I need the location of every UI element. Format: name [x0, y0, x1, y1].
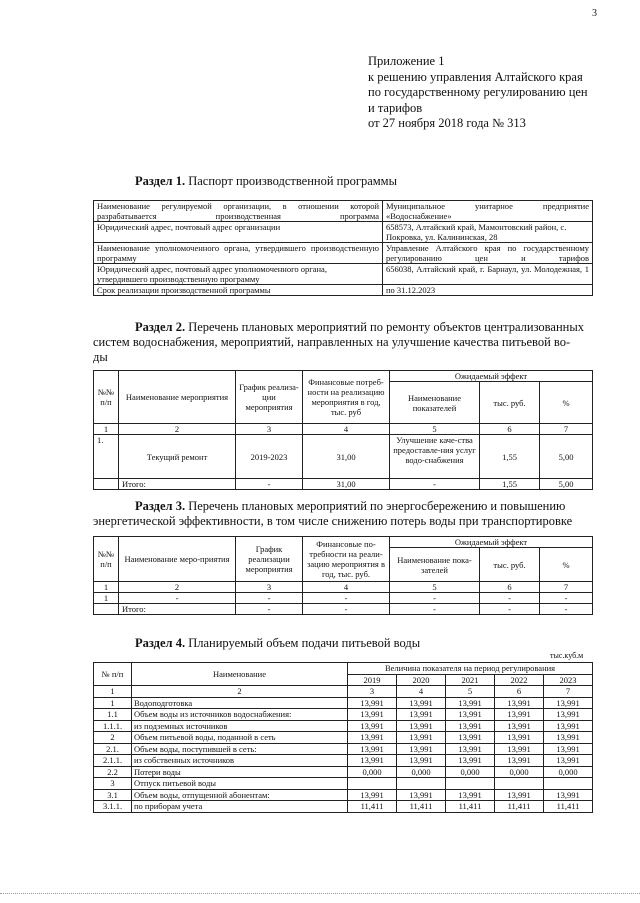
- row-num: 1: [94, 697, 132, 709]
- table-row: [94, 778, 593, 790]
- total-row: [94, 479, 593, 490]
- header-thous: тыс. руб.: [480, 548, 540, 582]
- table-row: [94, 709, 593, 721]
- total-schedule: -: [236, 604, 303, 615]
- row-value: 13,991: [397, 743, 446, 755]
- col-num: 1: [94, 582, 119, 593]
- row-pct: 5,00: [540, 435, 593, 479]
- row-value: 13,991: [446, 732, 495, 744]
- row-num: 2.2: [94, 766, 132, 778]
- header-period: Величина показателя на период регулирования: [348, 663, 593, 675]
- appendix-line: по государственному регулированию цен: [368, 85, 588, 99]
- row-schedule: 2019-2023: [236, 435, 303, 479]
- row-value: 13,991: [544, 697, 593, 709]
- passport-label: Наименование уполномоченного органа, утвердившего производственную программу: [94, 243, 383, 264]
- energy-measures-table: [93, 536, 593, 615]
- table-row: [94, 697, 593, 709]
- row-name: Потери воды: [132, 766, 348, 778]
- row-name: Текущий ремонт: [119, 435, 236, 479]
- section2-title-line: систем водоснабжения, мероприятий, направленных на улучшение качества питьевой во-: [93, 335, 571, 349]
- row-value: 13,991: [397, 755, 446, 767]
- header-indicator: Наименование пока-зателей: [390, 548, 480, 582]
- row-indicator: -: [390, 593, 480, 604]
- page-number: 3: [592, 8, 597, 19]
- col-num: 4: [397, 686, 446, 698]
- row-value: 13,991: [397, 720, 446, 732]
- table-row: [94, 801, 593, 813]
- header-finance: Финансовые потреб-ности на реализацию мероприятия в год, тыс. руб: [303, 371, 390, 424]
- col-num: 7: [540, 424, 593, 435]
- section3-title: [135, 499, 565, 515]
- col-num: 5: [446, 686, 495, 698]
- row-value: [397, 778, 446, 790]
- row-num: 3: [94, 778, 132, 790]
- row-value: 11,411: [495, 801, 544, 813]
- total-label: Итого:: [119, 479, 236, 490]
- row-value: 13,991: [495, 789, 544, 801]
- row-indicator: Улучшение каче-ства предоставле-ния услуг водо-снабжения: [390, 435, 480, 479]
- table-row: [94, 435, 593, 479]
- row-value: 13,991: [348, 709, 397, 721]
- header-finance: Финансовые по-требности на реали-зацию мероприятия в год, тыс. руб.: [303, 537, 390, 582]
- appendix-line: к решению управления Алтайского края: [368, 69, 583, 84]
- row-value: 13,991: [348, 755, 397, 767]
- section1-number: Раздел 1.: [135, 174, 186, 188]
- total-finance: -: [303, 604, 390, 615]
- col-num: 3: [348, 686, 397, 698]
- row-value: 13,991: [446, 720, 495, 732]
- col-num: 5: [390, 424, 480, 435]
- row-num: 1.1: [94, 709, 132, 721]
- header-name: Наименование мероприятия: [119, 371, 236, 424]
- table-row: [94, 743, 593, 755]
- section1-title: [135, 174, 397, 190]
- year-header: 2019: [348, 674, 397, 686]
- row-name: Объем воды из источников водоснабжения:: [132, 709, 348, 721]
- total-thous: -: [480, 604, 540, 615]
- row-value: 13,991: [495, 720, 544, 732]
- header-effect: Ожидаемый эффект: [390, 537, 593, 548]
- row-value: 13,991: [446, 697, 495, 709]
- section2-title-line: Перечень плановых мероприятий по ремонту объектов централизованных: [185, 320, 584, 334]
- row-name: Водоподготовка: [132, 697, 348, 709]
- table-row: [94, 264, 593, 285]
- passport-label: Срок реализации производственной программы: [94, 285, 383, 296]
- year-header: 2020: [397, 674, 446, 686]
- section3-title-line: Перечень плановых мероприятий по энергосбережению и повышению: [185, 499, 566, 513]
- table-row: [94, 222, 593, 243]
- section1-title-text: Паспорт производственной программы: [185, 174, 397, 188]
- year-header: 2021: [446, 674, 495, 686]
- row-value: [544, 778, 593, 790]
- total-indicator: -: [390, 604, 480, 615]
- row-value: 13,991: [495, 709, 544, 721]
- header-pct: %: [540, 382, 593, 424]
- section4-number: Раздел 4.: [135, 636, 186, 650]
- row-value: 13,991: [495, 743, 544, 755]
- col-num: 5: [390, 582, 480, 593]
- passport-label: Юридический адрес, почтовый адрес организации: [94, 222, 383, 243]
- col-num: 4: [303, 582, 390, 593]
- table-row: [94, 755, 593, 767]
- section2-title-line: ды: [93, 350, 108, 364]
- table-row: [94, 201, 593, 222]
- passport-label: Юридический адрес, почтовый адрес уполномоченного органа, утвердившего производственную программу: [94, 264, 383, 285]
- passport-value: 656038, Алтайский край, г. Барнаул, ул. Молодежная, 1: [383, 264, 593, 285]
- passport-table: [93, 200, 593, 296]
- row-value: 13,991: [544, 720, 593, 732]
- row-value: 13,991: [397, 789, 446, 801]
- row-num: 1.1.1.: [94, 720, 132, 732]
- row-value: 13,991: [544, 709, 593, 721]
- unit-label: тыс.куб.м: [550, 651, 584, 660]
- row-value: 13,991: [348, 743, 397, 755]
- row-value: 13,991: [397, 697, 446, 709]
- row-value: 13,991: [446, 709, 495, 721]
- col-num: 3: [236, 582, 303, 593]
- section3-title-line: энергетической эффективности, в том числе снижению потерь воды при транспортировке: [93, 514, 573, 528]
- repair-measures-table: [93, 370, 593, 490]
- row-value: 13,991: [544, 755, 593, 767]
- row-name: из подземных источников: [132, 720, 348, 732]
- row-value: 0,000: [544, 766, 593, 778]
- col-num: 1: [94, 686, 132, 698]
- row-value: [446, 778, 495, 790]
- row-name: Объем питьевой воды, поданной в сеть: [132, 732, 348, 744]
- year-header: 2023: [544, 674, 593, 686]
- row-finance: -: [303, 593, 390, 604]
- row-num: 3.1: [94, 789, 132, 801]
- row-schedule: -: [236, 593, 303, 604]
- row-num: 3.1.1.: [94, 801, 132, 813]
- total-finance: 31,00: [303, 479, 390, 490]
- header-num: №№ п/п: [94, 537, 119, 582]
- row-value: 11,411: [397, 801, 446, 813]
- row-thous: -: [480, 593, 540, 604]
- section2-number: Раздел 2.: [135, 320, 186, 334]
- row-value: 13,991: [495, 755, 544, 767]
- row-value: 0,000: [446, 766, 495, 778]
- row-value: 13,991: [348, 789, 397, 801]
- passport-value: 658573, Алтайский край, Мамонтовский район, с. Покровка, ул. Калининская, 28: [383, 222, 593, 243]
- appendix-line: Приложение 1: [368, 54, 445, 68]
- header-pct: %: [540, 548, 593, 582]
- header-effect: Ожидаемый эффект: [390, 371, 593, 382]
- row-name: Отпуск питьевой воды: [132, 778, 348, 790]
- header-thous: тыс. руб.: [480, 382, 540, 424]
- row-finance: 31,00: [303, 435, 390, 479]
- table-row: [94, 720, 593, 732]
- row-value: 13,991: [446, 789, 495, 801]
- col-num: 7: [540, 582, 593, 593]
- table-row: [94, 789, 593, 801]
- row-name: Объем воды, поступившей в сеть:: [132, 743, 348, 755]
- section3-number: Раздел 3.: [135, 499, 186, 513]
- row-num: 2.1.: [94, 743, 132, 755]
- total-indicator: -: [390, 479, 480, 490]
- header-num: № п/п: [94, 663, 132, 686]
- row-value: 13,991: [397, 732, 446, 744]
- col-num: 2: [119, 424, 236, 435]
- table-row: [94, 285, 593, 296]
- row-value: 11,411: [544, 801, 593, 813]
- col-num: 4: [303, 424, 390, 435]
- row-value: 13,991: [544, 743, 593, 755]
- column-numbers-row: [94, 582, 593, 593]
- col-num: 6: [480, 582, 540, 593]
- page-edge-line: [0, 893, 640, 894]
- section4-title-text: Планируемый объем подачи питьевой воды: [185, 636, 421, 650]
- total-schedule: -: [236, 479, 303, 490]
- header-schedule: График реализа-ции мероприятия: [236, 371, 303, 424]
- row-pct: -: [540, 593, 593, 604]
- col-num: 2: [119, 582, 236, 593]
- passport-value: Управление Алтайского края по государственному регулированию цен и тарифов: [383, 243, 593, 264]
- row-value: 13,991: [544, 732, 593, 744]
- total-pct: -: [540, 604, 593, 615]
- row-num: 1: [94, 593, 119, 604]
- section4-title: [135, 636, 420, 652]
- header-name: Наименование меро-приятия: [119, 537, 236, 582]
- col-num: 2: [132, 686, 348, 698]
- appendix-header: [368, 54, 633, 132]
- table-row: [94, 766, 593, 778]
- row-num: 1.: [94, 435, 119, 479]
- row-value: 13,991: [446, 755, 495, 767]
- col-num: 1: [94, 424, 119, 435]
- row-value: 13,991: [348, 697, 397, 709]
- total-thous: 1,55: [480, 479, 540, 490]
- col-num: 6: [480, 424, 540, 435]
- header-schedule: График реализации мероприятия: [236, 537, 303, 582]
- table-row: [94, 593, 593, 604]
- row-value: 0,000: [495, 766, 544, 778]
- passport-value: Муниципальное унитарное предприятие «Водоснабжение»: [383, 201, 593, 222]
- column-numbers-row: [94, 424, 593, 435]
- row-value: 13,991: [348, 732, 397, 744]
- passport-label: Наименование регулируемой организации, в отношении которой разрабатывается производственная программа: [94, 201, 383, 222]
- row-value: 13,991: [495, 697, 544, 709]
- row-value: 11,411: [446, 801, 495, 813]
- header-indicator: Наименование показателей: [390, 382, 480, 424]
- row-value: 13,991: [495, 732, 544, 744]
- row-name: -: [119, 593, 236, 604]
- total-row: [94, 604, 593, 615]
- passport-value: по 31.12.2023: [383, 285, 593, 296]
- row-value: 13,991: [397, 709, 446, 721]
- section2-title: [135, 320, 584, 336]
- row-value: 13,991: [544, 789, 593, 801]
- row-value: 11,411: [348, 801, 397, 813]
- total-pct: 5,00: [540, 479, 593, 490]
- row-num: 2: [94, 732, 132, 744]
- row-value: 13,991: [446, 743, 495, 755]
- table-row: [94, 732, 593, 744]
- row-name: по приборам учета: [132, 801, 348, 813]
- row-value: 0,000: [397, 766, 446, 778]
- row-name: из собственных источников: [132, 755, 348, 767]
- row-thous: 1,55: [480, 435, 540, 479]
- row-value: [495, 778, 544, 790]
- year-header: 2022: [495, 674, 544, 686]
- col-num: 7: [544, 686, 593, 698]
- appendix-line: и тарифов: [368, 100, 423, 115]
- col-num: 6: [495, 686, 544, 698]
- total-label: Итого:: [119, 604, 236, 615]
- water-volume-table: [93, 662, 593, 813]
- row-name: Объем воды, отпущенной абонентам:: [132, 789, 348, 801]
- row-num: 2.1.1.: [94, 755, 132, 767]
- row-value: 13,991: [348, 720, 397, 732]
- appendix-line: от 27 ноября 2018 года № 313: [368, 116, 526, 130]
- table-row: [94, 243, 593, 264]
- header-name: Наименование: [132, 663, 348, 686]
- column-numbers-row: [94, 686, 593, 698]
- row-value: 0,000: [348, 766, 397, 778]
- row-value: [348, 778, 397, 790]
- col-num: 3: [236, 424, 303, 435]
- header-num: №№ п/п: [94, 371, 119, 424]
